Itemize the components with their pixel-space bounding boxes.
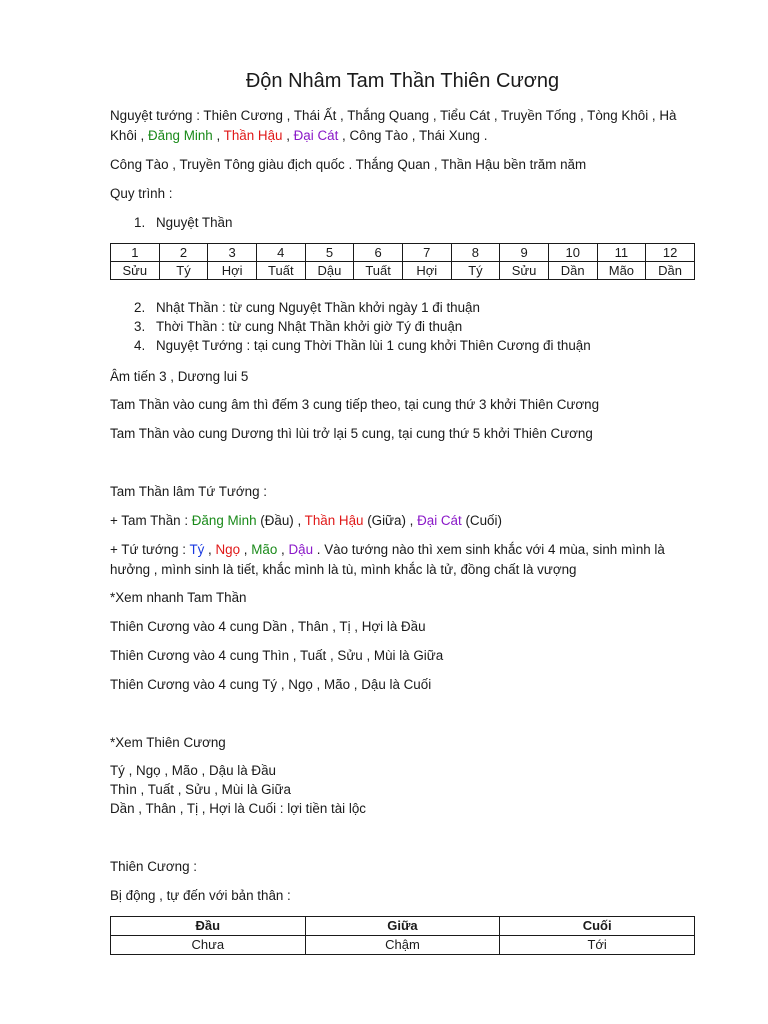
dang-minh-highlight: Đăng Minh [147, 128, 213, 143]
thien-cuong-line: Tý , Ngọ , Mão , Dậu là Đầu [110, 763, 276, 778]
table-cell: Sửu [500, 262, 549, 280]
table-cell: 6 [354, 244, 403, 262]
nguyet-than-table [110, 243, 695, 280]
list-number: 1. [134, 215, 146, 230]
table-cell: Mão [597, 262, 646, 280]
xem-nhanh-line: Thiên Cương vào 4 cung Tý , Ngọ , Mão , Dậu là Cuối [110, 677, 432, 692]
separator: , [204, 542, 216, 557]
dai-cat-highlight: Đại Cát [417, 513, 462, 528]
table-cell: Chậm [305, 936, 500, 955]
list-number: 3. [134, 319, 146, 334]
table-cell: Chưa [111, 936, 306, 955]
table-row [111, 262, 695, 280]
list-item [110, 317, 591, 336]
dai-cat-highlight: Đại Cát [293, 128, 339, 143]
table-cell: Dần [548, 262, 597, 280]
table-cell: Sửu [111, 262, 160, 280]
thien-cuong-label: Thiên Cương : [110, 859, 197, 874]
tu-tuong-rest: . Vào tướng nào thì xem sinh khắc với 4 mùa, sinh mình là hưởng , mình sinh là tiết, khắc mình là tù, mình khắc là tử, đồng chất là vượng [110, 542, 665, 577]
table-cell: 8 [451, 244, 500, 262]
list-item [110, 336, 591, 355]
page-title: Độn Nhâm Tam Thần Thiên Cương [245, 70, 560, 92]
separator: , [240, 542, 252, 557]
table-cell: 11 [597, 244, 646, 262]
giua-label: (Giữa) , [363, 513, 418, 528]
table-cell: Tới [500, 936, 695, 955]
xem-nhanh-line: Thiên Cương vào 4 cung Thìn , Tuất , Sửu , Mùi là Giữa [110, 648, 444, 663]
table-row [111, 244, 695, 262]
table-cell: 4 [256, 244, 305, 262]
table-cell: 1 [111, 244, 160, 262]
separator: , [212, 128, 224, 143]
tam-than-line [110, 511, 700, 531]
nguyet-tuong-text: Nguyệt tướng : Thiên Cương , Thái Ất , Thắng Quang , Tiểu Cát , Truyền Tống , Tòng Khôi , Hà Khôi , [110, 108, 677, 143]
table-row [111, 936, 695, 955]
am-tien-line: Âm tiến 3 , Dương lui 5 [110, 369, 249, 384]
table-header-cell: Đầu [111, 917, 306, 936]
list-item-text: Thời Thần : từ cung Nhật Thần khởi giờ Tý đi thuận [156, 319, 463, 334]
step-list-2 [110, 298, 591, 355]
list-number: 2. [134, 300, 146, 315]
table-cell: Tuất [256, 262, 305, 280]
xem-thien-cuong-heading: *Xem Thiên Cương [110, 735, 226, 750]
table-cell: 10 [548, 244, 597, 262]
xem-nhanh-line: Thiên Cương vào 4 cung Dần , Thân , Tị , Hợi là Đầu [110, 619, 426, 634]
table-header-cell: Cuối [500, 917, 695, 936]
table-header-cell: Giữa [305, 917, 500, 936]
bi-dong-line: Bị động , tự đến với bản thân : [110, 888, 291, 903]
xem-nhanh-heading: *Xem nhanh Tam Thần [110, 590, 247, 605]
table-cell: Dậu [305, 262, 354, 280]
than-hau-highlight: Thần Hậu [223, 128, 283, 143]
table-cell: Hợi [402, 262, 451, 280]
list-item-text: Nhật Thần : từ cung Nguyệt Thần khởi ngày 1 đi thuận [156, 300, 480, 315]
table-header-row [111, 917, 695, 936]
tu-tuong-paragraph [110, 540, 700, 580]
dang-minh-highlight: Đăng Minh [191, 513, 257, 528]
table-cell: Tý [159, 262, 208, 280]
ngo-highlight: Ngọ [215, 542, 241, 557]
cuoi-label: (Cuối) [461, 513, 502, 528]
than-hau-highlight: Thần Hậu [304, 513, 364, 528]
dau-label: (Đầu) , [256, 513, 305, 528]
tam-than-am-line: Tam Thần vào cung âm thì đếm 3 cung tiếp theo, tại cung thứ 3 khởi Thiên Cương [110, 397, 600, 412]
table-cell: 9 [500, 244, 549, 262]
quy-trinh-label: Quy trình : [110, 186, 173, 201]
table-cell: 5 [305, 244, 354, 262]
tam-than-duong-line: Tam Thần vào cung Dương thì lùi trở lại 5 cung, tại cung thứ 5 khởi Thiên Cương [110, 426, 593, 441]
list-item-text: Nguyệt Tướng : tại cung Thời Thần lùi 1 cung khởi Thiên Cương đi thuận [156, 338, 591, 353]
mao-highlight: Mão [251, 542, 278, 557]
cong-tao-line: Công Tào , Truyền Tông giàu địch quốc . Thắng Quan , Thần Hậu bền trăm năm [110, 157, 587, 172]
ty-highlight: Tý [189, 542, 205, 557]
thien-cuong-line: Dần , Thân , Tị , Hợi là Cuối : lợi tiền tài lộc [110, 801, 366, 816]
table-cell: 12 [646, 244, 695, 262]
dau-highlight: Dậu [288, 542, 314, 557]
table-cell: 2 [159, 244, 208, 262]
table-cell: Tuất [354, 262, 403, 280]
tu-tuong-prefix: + Tứ tướng : [110, 542, 190, 557]
lam-tu-tuong-heading: Tam Thần lâm Tứ Tướng : [110, 484, 267, 499]
nguyet-tuong-paragraph [110, 106, 700, 146]
list-item-text: Nguyệt Thần [156, 215, 233, 230]
table-cell: Dần [646, 262, 695, 280]
list-number: 4. [134, 338, 146, 353]
table-cell: Hợi [208, 262, 257, 280]
nguyet-tuong-suffix: , Công Tào , Thái Xung . [338, 128, 488, 143]
step-list-1 [110, 213, 232, 232]
list-item [110, 213, 232, 232]
table-cell: 3 [208, 244, 257, 262]
table-cell: 7 [402, 244, 451, 262]
tam-than-prefix: + Tam Thần : [110, 513, 192, 528]
thien-cuong-line: Thìn , Tuất , Sửu , Mùi là Giữa [110, 782, 291, 797]
list-item [110, 298, 591, 317]
table-cell: Tý [451, 262, 500, 280]
separator: , [282, 128, 294, 143]
separator: , [277, 542, 289, 557]
bi-dong-table [110, 916, 695, 955]
